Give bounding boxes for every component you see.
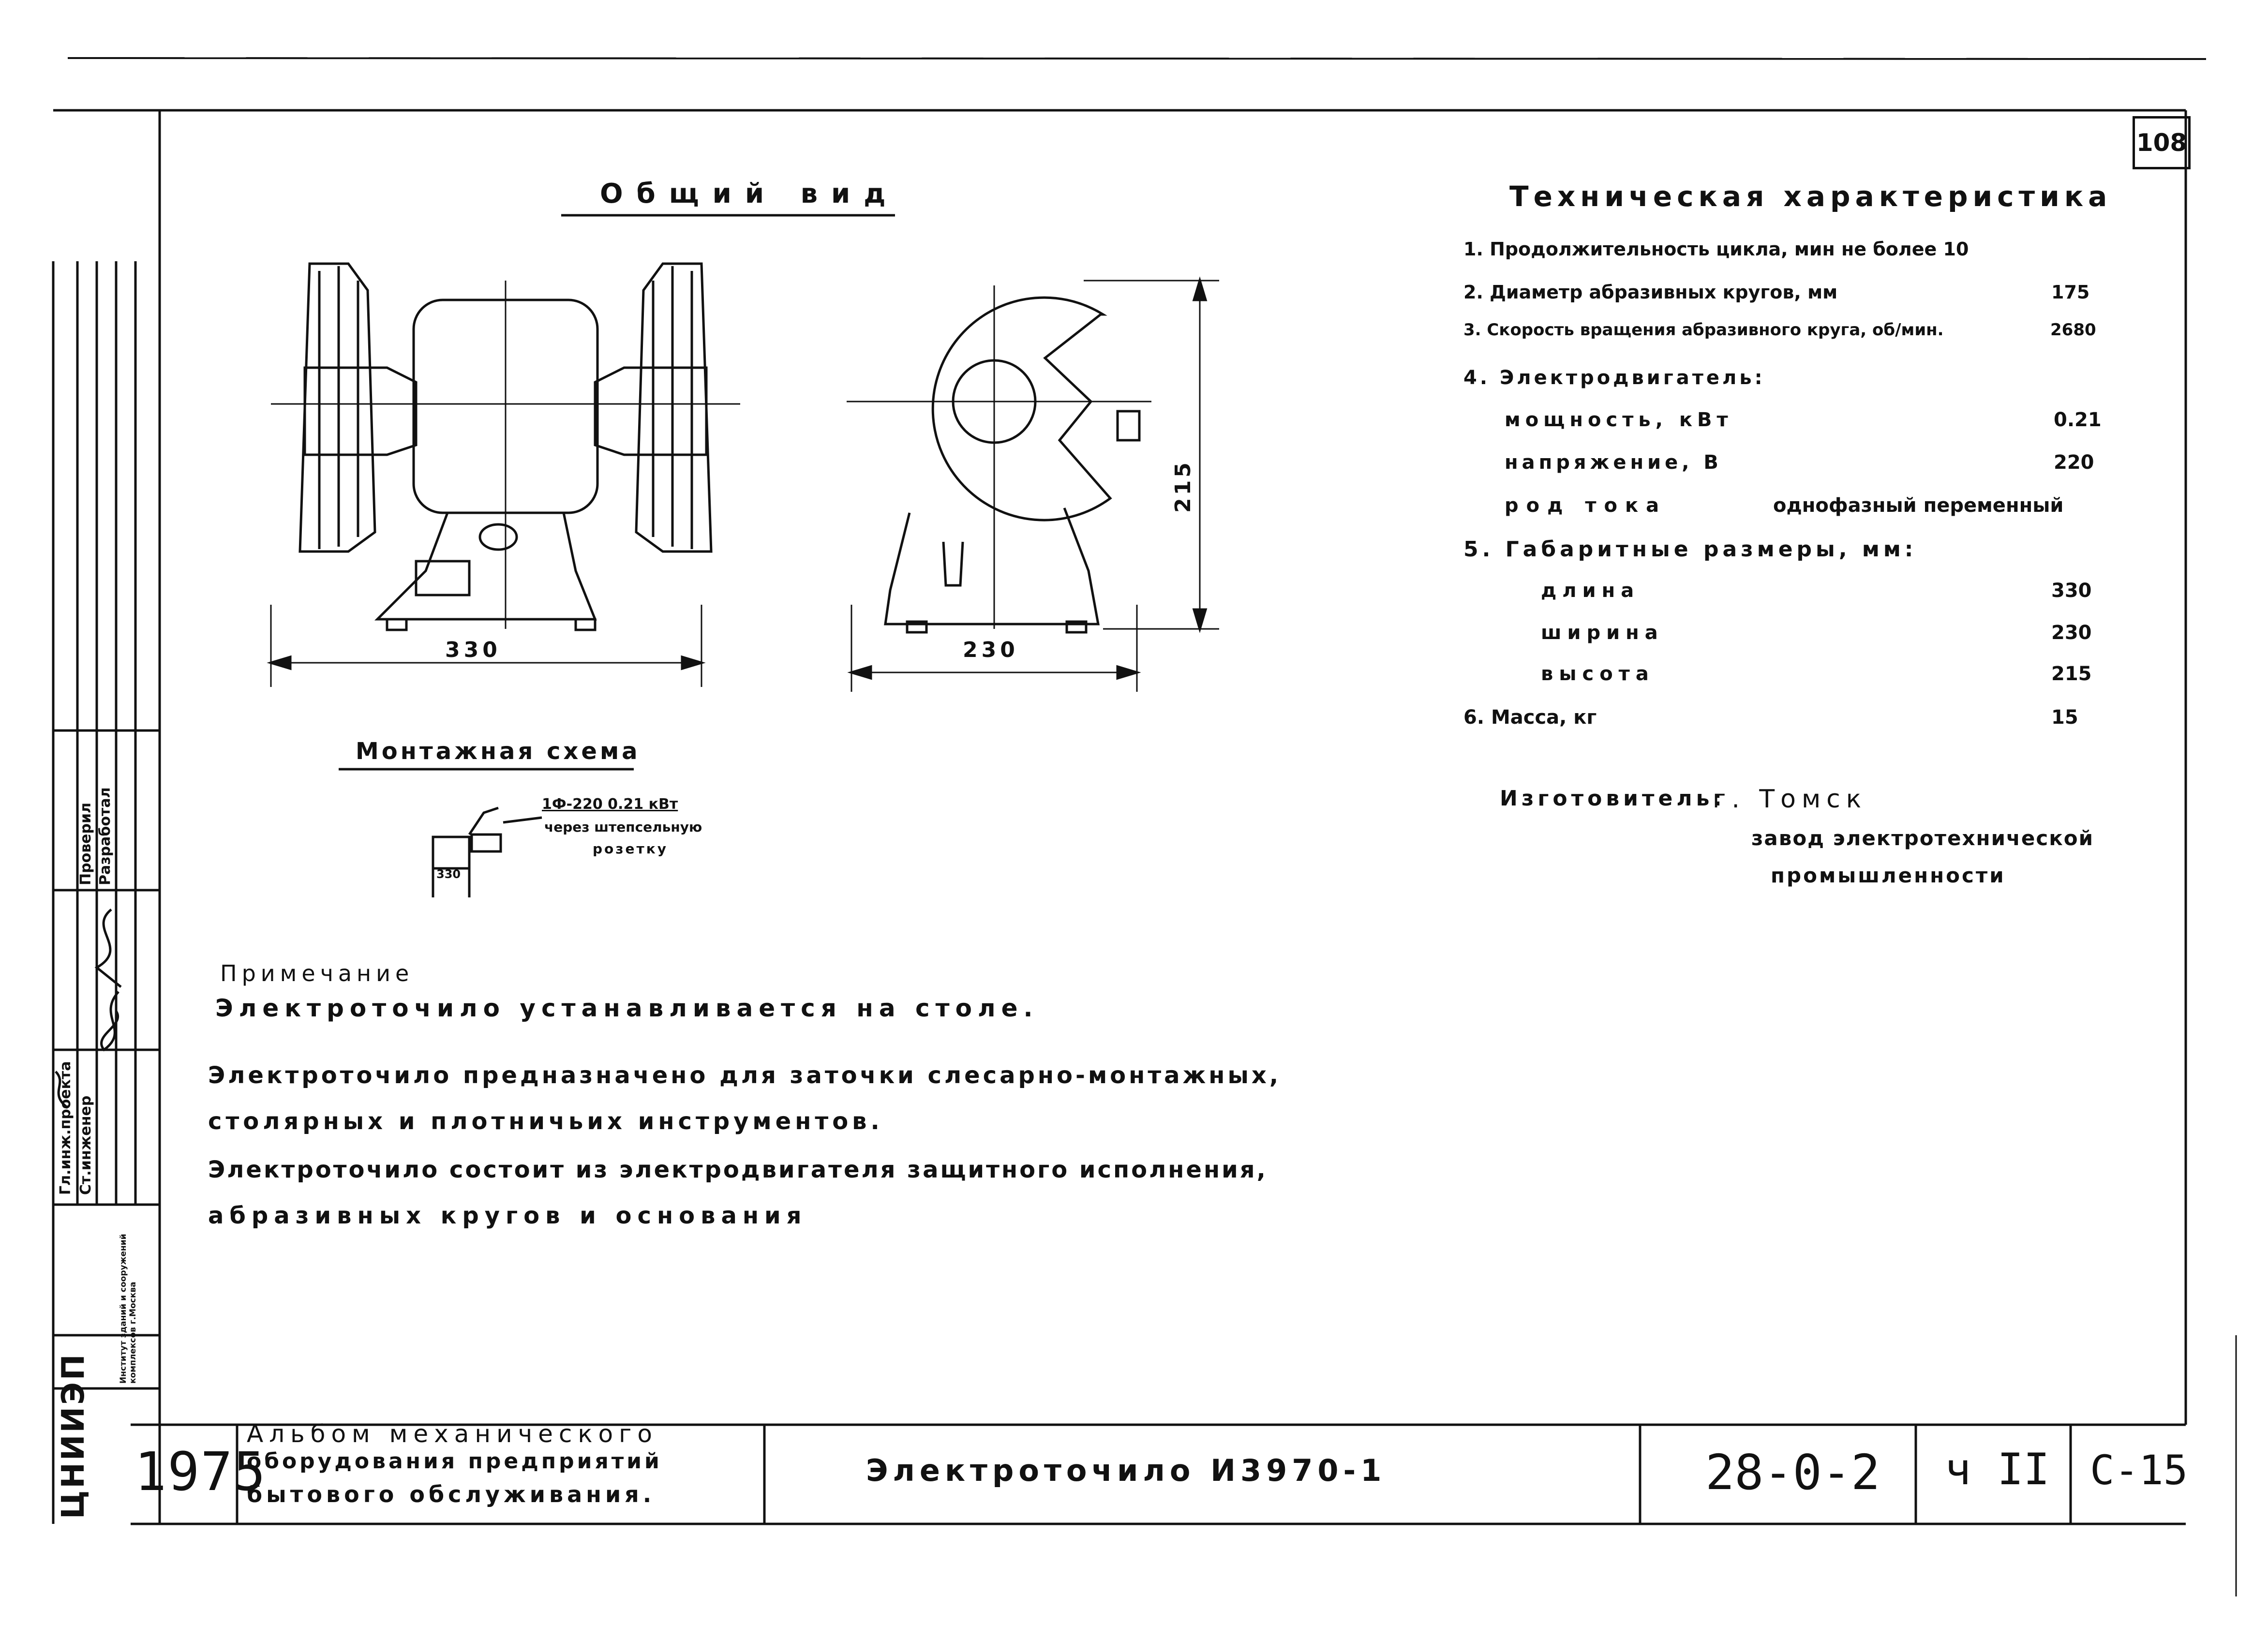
manufacturer-city: г. Томск: [1713, 785, 1867, 814]
spec-value-3: 2680: [2050, 320, 2096, 340]
mounting-scheme-drawing: [433, 808, 542, 897]
stamp-col-3: Проверил: [77, 803, 94, 885]
spec-item-1: 1. Продолжительность цикла, мин не более 10: [1463, 239, 1969, 260]
part-label: ч II: [1945, 1444, 2050, 1495]
stamp-org: Институт зданий и сооружений комплексов г.Москва: [119, 1234, 138, 1384]
side-view-drawing: [847, 281, 1219, 692]
spec-item-height: высота: [1541, 663, 1655, 685]
manufacturer-label: Изготовитель:: [1500, 786, 1726, 811]
stamp-col-2: Ст.инженер: [77, 1095, 94, 1195]
album-line-3: бытового обслуживания.: [247, 1481, 656, 1507]
notes-line-2: Электроточило предназначено для заточки слесарно-монтажных,: [208, 1062, 1282, 1089]
manufacturer-line1: завод электротехнической: [1751, 826, 2094, 850]
stamp-col-4: Разработал: [97, 787, 114, 885]
spec-value-width: 230: [2051, 622, 2092, 644]
dim-length-label: 330: [445, 638, 501, 662]
notes-line-5: абразивных кругов и основания: [208, 1202, 807, 1229]
mounting-box-label: 330: [436, 867, 461, 881]
notes-line-3: столярных и плотничьих инструментов.: [208, 1108, 883, 1135]
spec-value-height: 215: [2051, 663, 2092, 685]
album-line-2: оборудования предприятий: [247, 1449, 662, 1474]
spec-item-current: род тока: [1505, 494, 1667, 517]
item-title: Электроточило И3970-1: [866, 1453, 1387, 1488]
front-view-drawing: [271, 264, 740, 687]
notes-heading: Примечание: [220, 960, 414, 986]
title-year: 1975: [134, 1441, 267, 1503]
spec-item-4: 4. Электродвигатель:: [1463, 367, 1765, 389]
mounting-socket-label: розетку: [593, 841, 669, 857]
dim-width-label: 230: [963, 638, 1019, 662]
notes-line-4: Электроточило состоит из электродвигателя защитного исполнения,: [208, 1156, 1268, 1183]
spec-value-length: 330: [2051, 580, 2092, 602]
spec-value-2: 175: [2051, 282, 2090, 303]
manufacturer-line2: промышленности: [1771, 864, 2006, 887]
album-line-1: Альбом механического: [247, 1420, 658, 1448]
spec-item-length: длина: [1541, 580, 1640, 602]
stamp-col-1: Гл.инж.проекта: [57, 1061, 74, 1195]
mounting-via-label: через штепсельную: [544, 819, 702, 835]
spec-value-power: 0.21: [2054, 409, 2102, 431]
spec-value-current: однофазный переменный: [1773, 494, 2064, 517]
mounting-title: Монтажная схема: [356, 738, 641, 765]
spec-item-6: 6. Масса, кг: [1463, 706, 1597, 729]
mounting-power-label: 1Ф-220 0.21 кВт: [542, 796, 678, 813]
notes-line-1: Электроточило устанавливается на столе.: [215, 994, 1039, 1022]
specs-title: Техническая характеристика: [1509, 180, 2112, 213]
dim-height-label: 215: [1171, 460, 1195, 513]
sheet-label: С-15: [2090, 1446, 2188, 1494]
spec-value-mass: 15: [2051, 706, 2078, 729]
drawing-code: 28-0-2: [1705, 1444, 1880, 1501]
spec-item-voltage: напряжение, В: [1505, 451, 1722, 474]
spec-value-voltage: 220: [2054, 451, 2094, 474]
stamp-org-logo: ЦНИИЭП: [56, 1352, 91, 1519]
page-number: 108: [2133, 116, 2191, 169]
spec-item-5: 5. Габаритные размеры, мм:: [1463, 537, 1917, 562]
general-view-title: Общий вид: [600, 178, 899, 209]
spec-item-2: 2. Диаметр абразивных кругов, мм: [1463, 282, 1838, 303]
spec-item-power: мощность, кВт: [1505, 409, 1733, 431]
spec-item-3: 3. Скорость вращения абразивного круга, об/мин.: [1463, 320, 1944, 340]
spec-item-width: ширина: [1541, 622, 1664, 644]
